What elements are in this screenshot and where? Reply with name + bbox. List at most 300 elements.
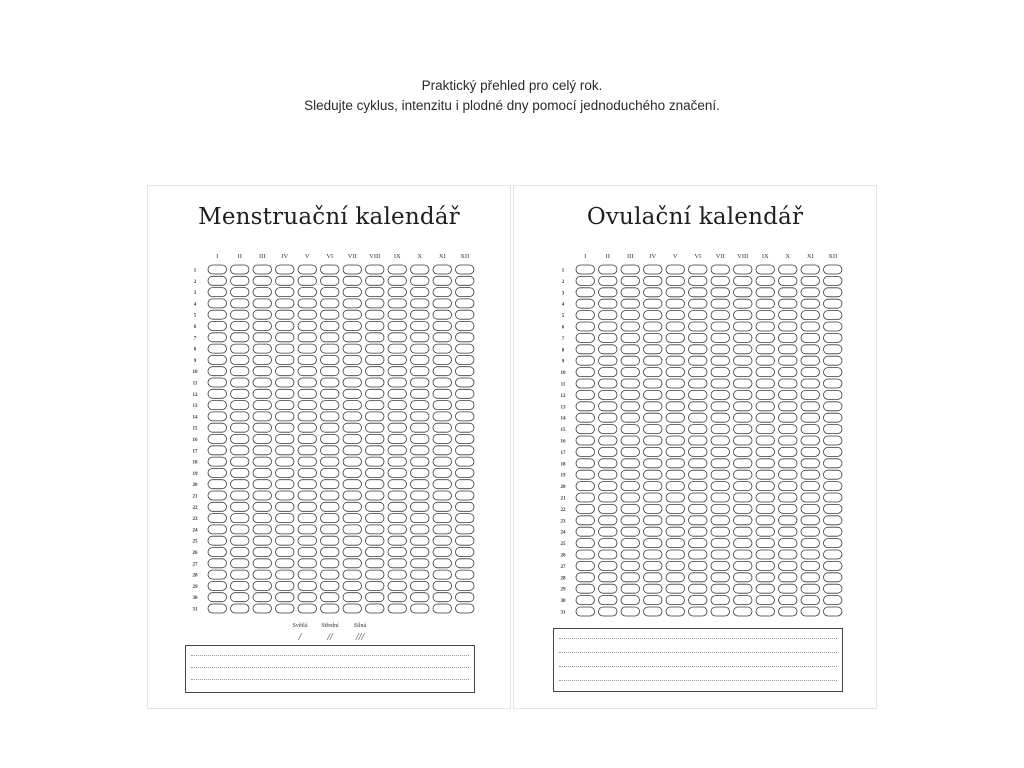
day-cell[interactable] — [779, 402, 798, 411]
day-cell[interactable] — [576, 402, 595, 411]
day-cell[interactable] — [621, 527, 640, 536]
day-cell[interactable] — [734, 265, 753, 274]
day-cell[interactable] — [321, 299, 340, 308]
day-cell[interactable] — [433, 559, 452, 568]
day-cell[interactable] — [366, 378, 385, 387]
day-cell[interactable] — [824, 504, 843, 513]
day-cell[interactable] — [756, 265, 775, 274]
day-cell[interactable] — [756, 550, 775, 559]
day-cell[interactable] — [433, 288, 452, 297]
day-cell[interactable] — [343, 333, 362, 342]
day-cell[interactable] — [779, 527, 798, 536]
day-cell[interactable] — [411, 367, 430, 376]
day-cell[interactable] — [756, 379, 775, 388]
day-cell[interactable] — [388, 344, 407, 353]
day-cell[interactable] — [366, 525, 385, 534]
day-cell[interactable] — [411, 412, 430, 421]
day-cell[interactable] — [621, 265, 640, 274]
day-cell[interactable] — [801, 504, 820, 513]
day-cell[interactable] — [756, 425, 775, 434]
day-cell[interactable] — [321, 401, 340, 410]
day-cell[interactable] — [433, 367, 452, 376]
day-cell[interactable] — [208, 604, 227, 613]
day-cell[interactable] — [666, 470, 685, 479]
day-cell[interactable] — [276, 389, 295, 398]
day-cell[interactable] — [824, 390, 843, 399]
day-cell[interactable] — [276, 502, 295, 511]
day-cell[interactable] — [388, 525, 407, 534]
day-cell[interactable] — [253, 468, 272, 477]
day-cell[interactable] — [343, 378, 362, 387]
day-cell[interactable] — [253, 344, 272, 353]
day-cell[interactable] — [576, 390, 595, 399]
day-cell[interactable] — [456, 322, 475, 331]
day-cell[interactable] — [801, 550, 820, 559]
notes-box[interactable] — [553, 628, 843, 692]
day-cell[interactable] — [411, 322, 430, 331]
day-cell[interactable] — [321, 514, 340, 523]
day-cell[interactable] — [411, 525, 430, 534]
day-cell[interactable] — [779, 516, 798, 525]
day-cell[interactable] — [343, 389, 362, 398]
day-cell[interactable] — [576, 482, 595, 491]
day-cell[interactable] — [388, 548, 407, 557]
day-cell[interactable] — [366, 581, 385, 590]
day-cell[interactable] — [801, 436, 820, 445]
day-cell[interactable] — [644, 368, 663, 377]
day-cell[interactable] — [388, 299, 407, 308]
day-cell[interactable] — [689, 390, 708, 399]
day-cell[interactable] — [366, 344, 385, 353]
day-cell[interactable] — [779, 425, 798, 434]
day-cell[interactable] — [576, 447, 595, 456]
day-cell[interactable] — [456, 581, 475, 590]
day-cell[interactable] — [366, 570, 385, 579]
day-cell[interactable] — [599, 356, 618, 365]
day-cell[interactable] — [734, 402, 753, 411]
day-cell[interactable] — [231, 435, 250, 444]
day-cell[interactable] — [621, 470, 640, 479]
day-cell[interactable] — [711, 288, 730, 297]
day-cell[interactable] — [644, 425, 663, 434]
day-cell[interactable] — [298, 367, 317, 376]
day-cell[interactable] — [276, 559, 295, 568]
day-cell[interactable] — [779, 550, 798, 559]
day-cell[interactable] — [756, 345, 775, 354]
day-cell[interactable] — [366, 288, 385, 297]
day-cell[interactable] — [321, 536, 340, 545]
day-cell[interactable] — [756, 402, 775, 411]
day-cell[interactable] — [411, 355, 430, 364]
day-cell[interactable] — [343, 468, 362, 477]
day-cell[interactable] — [276, 299, 295, 308]
day-cell[interactable] — [689, 356, 708, 365]
day-cell[interactable] — [801, 539, 820, 548]
day-cell[interactable] — [298, 423, 317, 432]
day-cell[interactable] — [343, 457, 362, 466]
day-cell[interactable] — [321, 604, 340, 613]
day-cell[interactable] — [576, 493, 595, 502]
day-cell[interactable] — [689, 322, 708, 331]
day-cell[interactable] — [388, 604, 407, 613]
day-cell[interactable] — [644, 561, 663, 570]
day-cell[interactable] — [824, 322, 843, 331]
day-cell[interactable] — [689, 299, 708, 308]
day-cell[interactable] — [756, 322, 775, 331]
day-cell[interactable] — [298, 401, 317, 410]
day-cell[interactable] — [689, 493, 708, 502]
day-cell[interactable] — [711, 482, 730, 491]
day-cell[interactable] — [208, 401, 227, 410]
day-cell[interactable] — [208, 570, 227, 579]
day-cell[interactable] — [231, 310, 250, 319]
day-cell[interactable] — [599, 459, 618, 468]
day-cell[interactable] — [388, 367, 407, 376]
day-cell[interactable] — [343, 536, 362, 545]
day-cell[interactable] — [689, 368, 708, 377]
day-cell[interactable] — [689, 527, 708, 536]
day-cell[interactable] — [711, 550, 730, 559]
day-cell[interactable] — [599, 550, 618, 559]
day-cell[interactable] — [411, 536, 430, 545]
day-cell[interactable] — [756, 447, 775, 456]
day-cell[interactable] — [756, 516, 775, 525]
day-cell[interactable] — [388, 412, 407, 421]
day-cell[interactable] — [343, 514, 362, 523]
day-cell[interactable] — [411, 333, 430, 342]
day-cell[interactable] — [321, 468, 340, 477]
day-cell[interactable] — [689, 333, 708, 342]
day-cell[interactable] — [321, 423, 340, 432]
day-cell[interactable] — [231, 548, 250, 557]
day-cell[interactable] — [734, 356, 753, 365]
day-cell[interactable] — [343, 604, 362, 613]
day-cell[interactable] — [599, 470, 618, 479]
day-cell[interactable] — [231, 265, 250, 274]
day-cell[interactable] — [276, 581, 295, 590]
day-cell[interactable] — [276, 288, 295, 297]
day-cell[interactable] — [621, 516, 640, 525]
day-cell[interactable] — [231, 581, 250, 590]
day-cell[interactable] — [366, 265, 385, 274]
day-cell[interactable] — [711, 516, 730, 525]
day-cell[interactable] — [711, 607, 730, 616]
day-cell[interactable] — [824, 561, 843, 570]
day-cell[interactable] — [599, 516, 618, 525]
day-cell[interactable] — [298, 581, 317, 590]
day-cell[interactable] — [208, 502, 227, 511]
day-cell[interactable] — [621, 356, 640, 365]
day-cell[interactable] — [276, 604, 295, 613]
day-cell[interactable] — [801, 516, 820, 525]
day-cell[interactable] — [801, 356, 820, 365]
day-cell[interactable] — [298, 593, 317, 602]
day-cell[interactable] — [433, 491, 452, 500]
day-cell[interactable] — [801, 584, 820, 593]
day-cell[interactable] — [689, 311, 708, 320]
day-cell[interactable] — [644, 493, 663, 502]
day-cell[interactable] — [599, 447, 618, 456]
day-cell[interactable] — [411, 581, 430, 590]
day-cell[interactable] — [621, 402, 640, 411]
day-cell[interactable] — [644, 345, 663, 354]
day-cell[interactable] — [621, 561, 640, 570]
day-cell[interactable] — [298, 288, 317, 297]
day-cell[interactable] — [366, 514, 385, 523]
day-cell[interactable] — [644, 470, 663, 479]
day-cell[interactable] — [208, 355, 227, 364]
day-cell[interactable] — [433, 401, 452, 410]
day-cell[interactable] — [666, 504, 685, 513]
day-cell[interactable] — [734, 482, 753, 491]
day-cell[interactable] — [644, 550, 663, 559]
day-cell[interactable] — [321, 581, 340, 590]
day-cell[interactable] — [433, 457, 452, 466]
day-cell[interactable] — [801, 561, 820, 570]
day-cell[interactable] — [711, 402, 730, 411]
day-cell[interactable] — [711, 596, 730, 605]
day-cell[interactable] — [711, 573, 730, 582]
day-cell[interactable] — [734, 288, 753, 297]
day-cell[interactable] — [779, 504, 798, 513]
day-cell[interactable] — [253, 548, 272, 557]
day-cell[interactable] — [298, 468, 317, 477]
day-cell[interactable] — [801, 402, 820, 411]
day-cell[interactable] — [366, 604, 385, 613]
day-cell[interactable] — [456, 514, 475, 523]
day-cell[interactable] — [208, 276, 227, 285]
day-cell[interactable] — [779, 345, 798, 354]
day-cell[interactable] — [644, 436, 663, 445]
day-cell[interactable] — [388, 593, 407, 602]
day-cell[interactable] — [253, 276, 272, 285]
day-cell[interactable] — [666, 436, 685, 445]
day-cell[interactable] — [711, 322, 730, 331]
day-cell[interactable] — [433, 310, 452, 319]
day-cell[interactable] — [321, 378, 340, 387]
day-cell[interactable] — [456, 265, 475, 274]
day-cell[interactable] — [824, 527, 843, 536]
day-cell[interactable] — [666, 311, 685, 320]
day-cell[interactable] — [298, 446, 317, 455]
day-cell[interactable] — [824, 550, 843, 559]
day-cell[interactable] — [343, 548, 362, 557]
day-cell[interactable] — [456, 593, 475, 602]
day-cell[interactable] — [388, 457, 407, 466]
day-cell[interactable] — [756, 333, 775, 342]
day-cell[interactable] — [366, 412, 385, 421]
day-cell[interactable] — [666, 413, 685, 422]
day-cell[interactable] — [576, 573, 595, 582]
day-cell[interactable] — [433, 502, 452, 511]
day-cell[interactable] — [621, 436, 640, 445]
day-cell[interactable] — [366, 389, 385, 398]
day-cell[interactable] — [231, 480, 250, 489]
day-cell[interactable] — [321, 276, 340, 285]
day-cell[interactable] — [644, 413, 663, 422]
day-cell[interactable] — [599, 436, 618, 445]
day-cell[interactable] — [366, 468, 385, 477]
day-cell[interactable] — [231, 412, 250, 421]
day-cell[interactable] — [779, 311, 798, 320]
day-cell[interactable] — [801, 333, 820, 342]
day-cell[interactable] — [433, 265, 452, 274]
day-cell[interactable] — [711, 459, 730, 468]
day-cell[interactable] — [411, 401, 430, 410]
day-cell[interactable] — [824, 425, 843, 434]
day-cell[interactable] — [756, 390, 775, 399]
day-cell[interactable] — [779, 482, 798, 491]
day-cell[interactable] — [321, 310, 340, 319]
day-cell[interactable] — [343, 559, 362, 568]
day-cell[interactable] — [621, 504, 640, 513]
day-cell[interactable] — [276, 401, 295, 410]
day-cell[interactable] — [433, 581, 452, 590]
day-cell[interactable] — [276, 412, 295, 421]
day-cell[interactable] — [208, 559, 227, 568]
day-cell[interactable] — [321, 525, 340, 534]
day-cell[interactable] — [824, 470, 843, 479]
day-cell[interactable] — [208, 446, 227, 455]
day-cell[interactable] — [388, 435, 407, 444]
day-cell[interactable] — [208, 378, 227, 387]
day-cell[interactable] — [644, 539, 663, 548]
day-cell[interactable] — [253, 457, 272, 466]
day-cell[interactable] — [366, 548, 385, 557]
day-cell[interactable] — [298, 457, 317, 466]
day-cell[interactable] — [298, 310, 317, 319]
day-cell[interactable] — [388, 322, 407, 331]
day-cell[interactable] — [298, 525, 317, 534]
day-cell[interactable] — [411, 593, 430, 602]
day-cell[interactable] — [208, 423, 227, 432]
day-cell[interactable] — [208, 525, 227, 534]
day-cell[interactable] — [576, 584, 595, 593]
day-cell[interactable] — [366, 355, 385, 364]
day-cell[interactable] — [734, 607, 753, 616]
day-cell[interactable] — [689, 607, 708, 616]
day-cell[interactable] — [599, 379, 618, 388]
day-cell[interactable] — [411, 502, 430, 511]
day-cell[interactable] — [208, 288, 227, 297]
day-cell[interactable] — [456, 502, 475, 511]
day-cell[interactable] — [411, 446, 430, 455]
day-cell[interactable] — [411, 344, 430, 353]
day-cell[interactable] — [298, 435, 317, 444]
day-cell[interactable] — [343, 344, 362, 353]
day-cell[interactable] — [343, 502, 362, 511]
day-cell[interactable] — [276, 333, 295, 342]
day-cell[interactable] — [231, 344, 250, 353]
day-cell[interactable] — [689, 470, 708, 479]
day-cell[interactable] — [388, 310, 407, 319]
day-cell[interactable] — [644, 299, 663, 308]
day-cell[interactable] — [644, 379, 663, 388]
day-cell[interactable] — [433, 604, 452, 613]
day-cell[interactable] — [576, 276, 595, 285]
day-cell[interactable] — [599, 402, 618, 411]
day-cell[interactable] — [576, 265, 595, 274]
day-cell[interactable] — [711, 561, 730, 570]
day-cell[interactable] — [366, 457, 385, 466]
day-cell[interactable] — [621, 413, 640, 422]
day-cell[interactable] — [756, 607, 775, 616]
day-cell[interactable] — [231, 468, 250, 477]
day-cell[interactable] — [824, 447, 843, 456]
day-cell[interactable] — [576, 470, 595, 479]
day-cell[interactable] — [276, 310, 295, 319]
day-cell[interactable] — [666, 607, 685, 616]
day-cell[interactable] — [666, 368, 685, 377]
day-cell[interactable] — [711, 527, 730, 536]
day-cell[interactable] — [621, 550, 640, 559]
day-cell[interactable] — [388, 468, 407, 477]
day-cell[interactable] — [411, 468, 430, 477]
day-cell[interactable] — [666, 425, 685, 434]
day-cell[interactable] — [599, 322, 618, 331]
day-cell[interactable] — [231, 401, 250, 410]
day-cell[interactable] — [711, 504, 730, 513]
day-cell[interactable] — [689, 436, 708, 445]
day-cell[interactable] — [231, 389, 250, 398]
day-cell[interactable] — [456, 310, 475, 319]
day-cell[interactable] — [734, 299, 753, 308]
day-cell[interactable] — [253, 333, 272, 342]
day-cell[interactable] — [621, 482, 640, 491]
day-cell[interactable] — [666, 447, 685, 456]
day-cell[interactable] — [644, 596, 663, 605]
day-cell[interactable] — [711, 265, 730, 274]
day-cell[interactable] — [621, 584, 640, 593]
day-cell[interactable] — [253, 491, 272, 500]
day-cell[interactable] — [689, 265, 708, 274]
day-cell[interactable] — [253, 581, 272, 590]
day-cell[interactable] — [366, 593, 385, 602]
day-cell[interactable] — [644, 504, 663, 513]
day-cell[interactable] — [824, 311, 843, 320]
day-cell[interactable] — [253, 593, 272, 602]
day-cell[interactable] — [734, 322, 753, 331]
day-cell[interactable] — [689, 413, 708, 422]
day-cell[interactable] — [433, 276, 452, 285]
day-cell[interactable] — [253, 514, 272, 523]
day-cell[interactable] — [321, 389, 340, 398]
day-cell[interactable] — [824, 265, 843, 274]
day-cell[interactable] — [366, 446, 385, 455]
day-cell[interactable] — [734, 596, 753, 605]
day-cell[interactable] — [756, 470, 775, 479]
day-cell[interactable] — [801, 482, 820, 491]
day-cell[interactable] — [576, 356, 595, 365]
day-cell[interactable] — [456, 367, 475, 376]
day-cell[interactable] — [388, 581, 407, 590]
day-cell[interactable] — [343, 310, 362, 319]
notes-box[interactable] — [185, 645, 475, 693]
day-cell[interactable] — [599, 482, 618, 491]
day-cell[interactable] — [433, 299, 452, 308]
day-cell[interactable] — [388, 378, 407, 387]
day-cell[interactable] — [599, 413, 618, 422]
day-cell[interactable] — [734, 447, 753, 456]
day-cell[interactable] — [366, 367, 385, 376]
day-cell[interactable] — [343, 401, 362, 410]
day-cell[interactable] — [253, 310, 272, 319]
day-cell[interactable] — [208, 344, 227, 353]
day-cell[interactable] — [756, 368, 775, 377]
day-cell[interactable] — [321, 412, 340, 421]
day-cell[interactable] — [388, 288, 407, 297]
day-cell[interactable] — [599, 288, 618, 297]
